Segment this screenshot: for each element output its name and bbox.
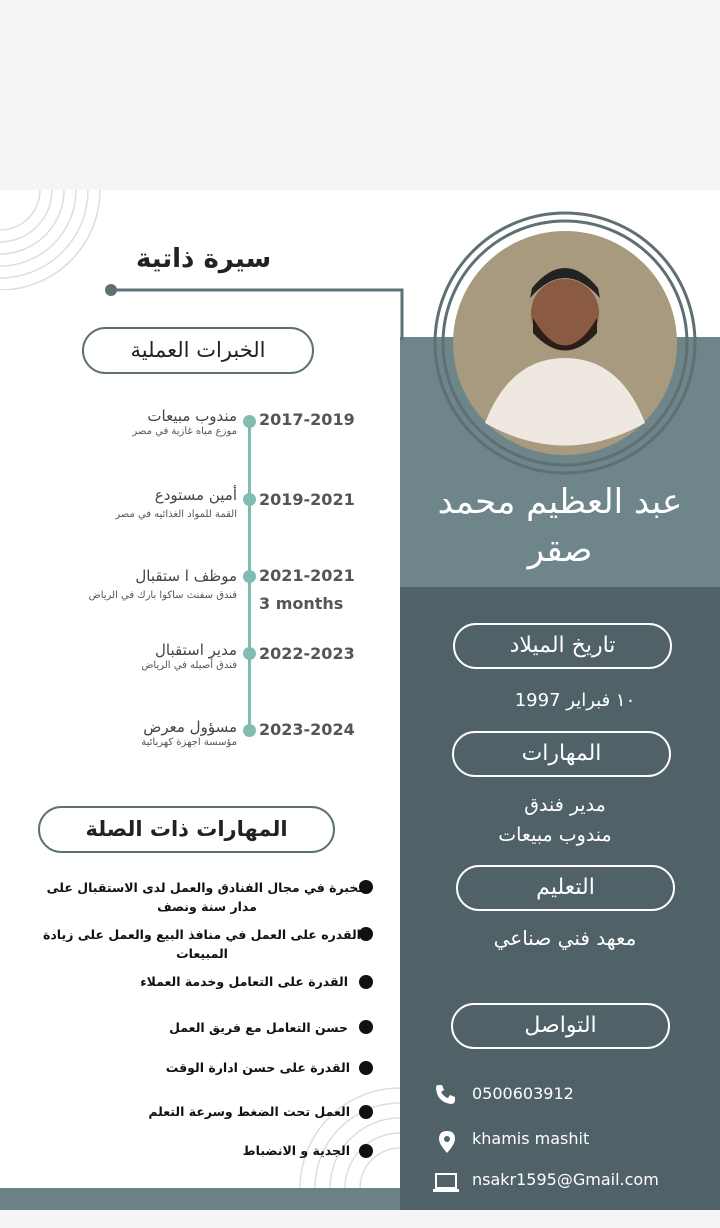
skill-line: مندوب مبيعات bbox=[498, 824, 612, 846]
job-item bbox=[37, 567, 237, 602]
birth-date: ١٠ فبراير 1997 bbox=[514, 690, 636, 711]
skill-item: الجدية و الانضباط bbox=[242, 1143, 350, 1158]
bullet bbox=[359, 1105, 373, 1119]
email[interactable]: nsakr1595@Gmail.com bbox=[472, 1170, 659, 1189]
bottom-bar bbox=[0, 1188, 400, 1210]
education-value: معهد فني صناعي bbox=[493, 926, 637, 950]
bullet bbox=[359, 1020, 373, 1034]
location: khamis mashit bbox=[472, 1129, 590, 1148]
skill-item: القدرة على حسن ادارة الوقت bbox=[165, 1060, 350, 1075]
timeline-dot bbox=[243, 724, 256, 737]
timeline-dot bbox=[243, 415, 256, 428]
decorative-arcs bbox=[290, 1078, 400, 1188]
skill-line: مدير فندق bbox=[524, 794, 606, 816]
job-title: أمين مستودع bbox=[154, 486, 237, 504]
skills-heading: المهارات bbox=[452, 731, 671, 777]
contact-heading: التواصل bbox=[451, 1003, 670, 1049]
job-place: مؤسسة اجهزة كهربائية bbox=[141, 737, 237, 748]
job-years: 2021-2021 bbox=[259, 566, 355, 585]
timeline-dot bbox=[243, 570, 256, 583]
job-item bbox=[37, 407, 237, 438]
phone-icon bbox=[434, 1083, 456, 1105]
phone-number[interactable]: 0500603912 bbox=[472, 1084, 574, 1103]
timeline-dot bbox=[243, 647, 256, 660]
job-place: القمة للمواد الغذائيه في مصر bbox=[115, 509, 237, 520]
bullet bbox=[359, 1061, 373, 1075]
education-heading: التعليم bbox=[456, 865, 675, 911]
job-item bbox=[37, 718, 237, 749]
full-name: عبد العظيم محمد صقر bbox=[437, 482, 683, 570]
job-duration: 3 months bbox=[259, 594, 344, 613]
birth-heading: تاريخ الميلاد bbox=[453, 623, 672, 669]
location-pin-icon bbox=[438, 1130, 456, 1154]
job-years: 2023-2024 bbox=[259, 720, 355, 739]
related-skills-heading: المهارات ذات الصلة bbox=[38, 806, 335, 853]
job-years: 2022-2023 bbox=[259, 644, 355, 663]
laptop-icon bbox=[432, 1172, 460, 1194]
skill-item: الخبرة في مجال الفنادق والعمل لدى الاستقبال على مدار سنة ونصف bbox=[46, 880, 368, 914]
job-title: مسؤول معرض bbox=[143, 718, 237, 736]
job-place: فندق أصيله في الرياض bbox=[141, 660, 237, 671]
timeline-dot bbox=[243, 493, 256, 506]
job-place: فندق سفنث ساكوا بارك في الرياض bbox=[88, 590, 237, 601]
skill-item: القدرة على التعامل وخدمة العملاء bbox=[140, 974, 348, 989]
bullet bbox=[359, 1144, 373, 1158]
job-years: 2019-2021 bbox=[259, 490, 355, 509]
experience-heading: الخبرات العملية bbox=[82, 327, 314, 374]
job-title: مدير استقبال bbox=[155, 641, 237, 659]
job-title: مندوب مبيعات bbox=[147, 407, 237, 425]
skill-item: العمل تحت الضغط وسرعة التعلم bbox=[148, 1104, 350, 1119]
skill-item: حسن التعامل مع فريق العمل bbox=[169, 1020, 348, 1035]
decorative-arcs bbox=[0, 190, 110, 290]
job-item bbox=[37, 641, 237, 672]
page-title: سيرة ذاتية bbox=[136, 244, 272, 274]
profile-photo bbox=[430, 208, 700, 478]
bullet bbox=[359, 975, 373, 989]
job-title: موظف ا ستقبال bbox=[135, 567, 237, 585]
job-years: 2017-2019 bbox=[259, 410, 355, 429]
job-item bbox=[37, 486, 237, 521]
skill-item: القدره على العمل في منافذ البيع والعمل على زيادة المبيعات bbox=[43, 927, 361, 961]
job-place: موزع مياه غازية في مصر bbox=[132, 426, 237, 437]
